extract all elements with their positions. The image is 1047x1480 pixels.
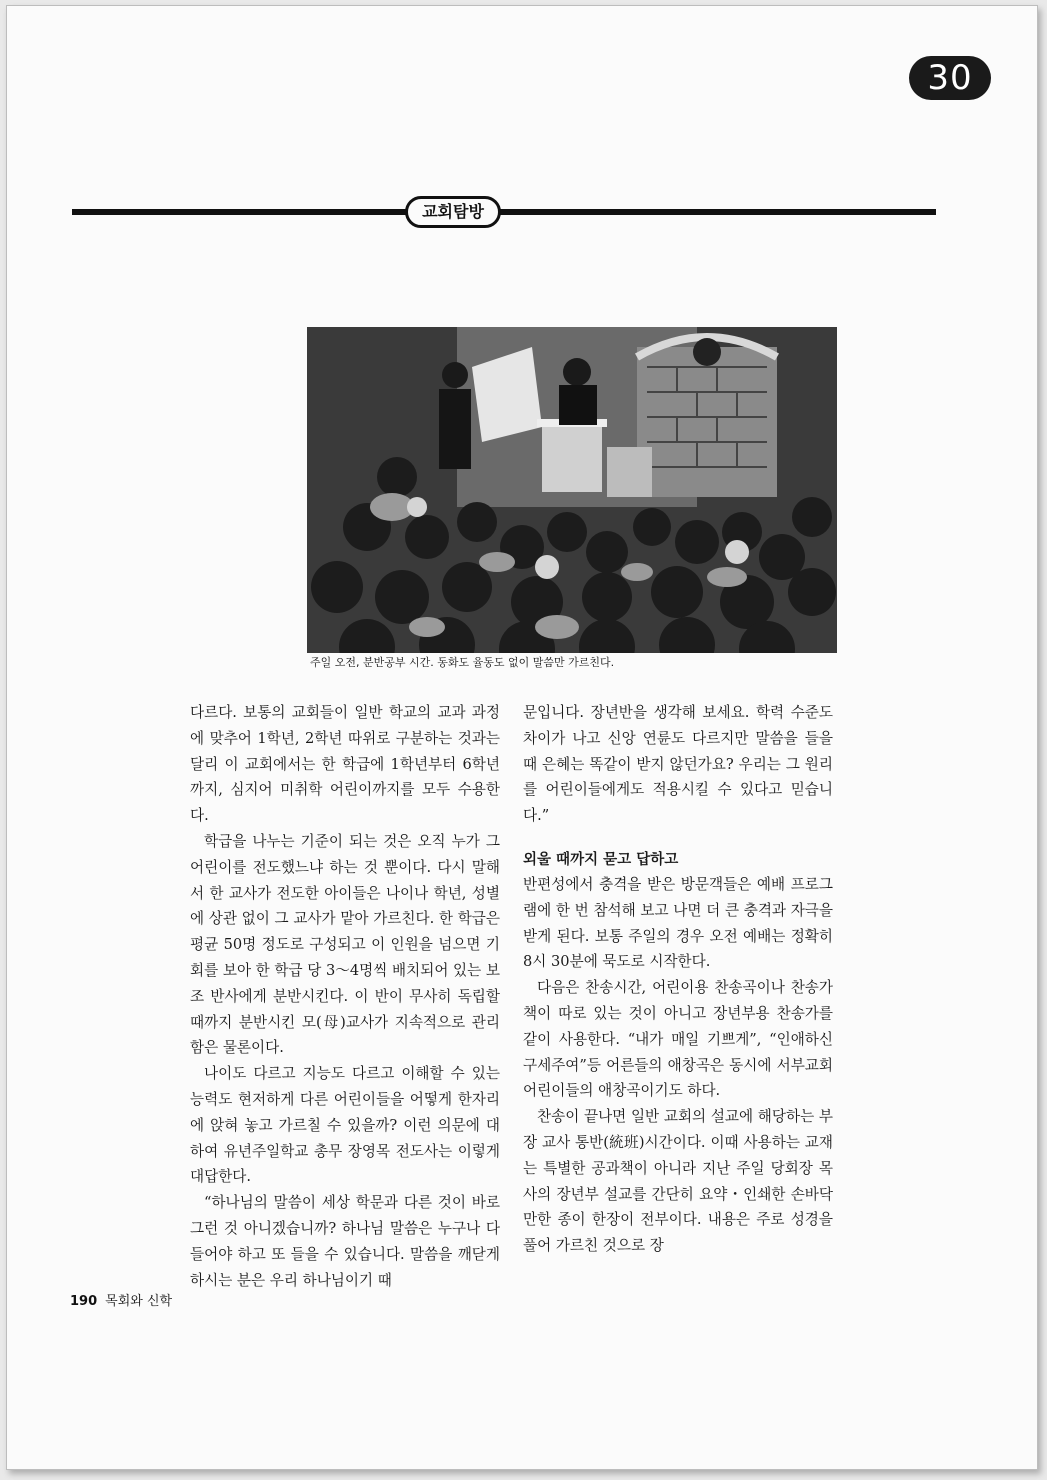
left-paragraph-3: 나이도 다르고 지능도 다르고 이해할 수 있는 능력도 현저하게 다른 어린이들을 어떻게 한자리에 앉혀 놓고 가르칠 수 있을까? 이런 의문에 대하여 유년주일학교 총무 장영목 전도사는 이렇게 대답한다. [190,1065,500,1186]
left-paragraph-1: 다르다. 보통의 교회들이 일반 학교의 교과 과정에 맞추어 1학년, 2학년 따위로 구분하는 것과는 달리 이 교회에서는 한 학급에 1학년부터 6학년까지, 심지어 미취학 어린이까지를 모두 수용한다. [190,704,500,825]
photo-caption: 주일 오전, 분반공부 시간. 동화도 율동도 없이 말씀만 가르친다. [310,656,615,669]
right-paragraph-3: 다음은 찬송시간, 어린이용 찬송곡이나 찬송가책이 따로 있는 것이 아니고 장년부용 찬송가를 같이 사용한다. “내가 매일 기쁘게”, “인애하신 구세주여”등 어른들의 애창곡은 동시에 서부교회 어린이들의 애창곡이기도 하다. [523,979,833,1100]
right-paragraph-2: 반편성에서 충격을 받은 방문객들은 예배 프로그램에 한 번 참석해 보고 나면 더 큰 충격과 자극을 받게 된다. 보통 주일의 경우 오전 예배는 정확히 8시 30분에 묵도로 시작한다. [523,875,833,971]
section-rule [72,209,936,215]
left-text-column [190,700,500,1293]
section-subheading: 외울 때까지 묻고 답하고 [523,851,679,868]
right-paragraph-1: 문입니다. 장년반을 생각해 보세요. 학력 수준도 차이가 나고 신앙 연륜도 다르지만 말씀을 들을 때 은혜는 똑같이 받지 않던가요? 우리는 그 원리를 어린이들에게도 적용시킬 수 있다고 믿습니다.” [523,704,833,825]
church-photo-image [307,327,837,653]
right-paragraph-4: 찬송이 끝나면 일반 교회의 설교에 해당하는 부장 교사 통반(統班)시간이다. 이때 사용하는 교재는 특별한 공과책이 아니라 지난 주일 당회장 목사의 장년부 설교를 간단히 요약・인쇄한 손바닥만한 종이 한장이 전부이다. 내용은 주로 성경을 풀어 가르친 것으로 장 [523,1108,833,1255]
left-paragraph-2: 학급을 나누는 기준이 되는 것은 오직 누가 그 어린이를 전도했느냐 하는 것 뿐이다. 다시 말해서 한 교사가 전도한 아이들은 나이나 학년, 성별에 상관 없이 그 교사가 맡아 가르친다. 한 학급은 평균 50명 정도로 구성되고 이 인원을 넘으면 기회를 보아 한 학급 당 3～4명씩 배치되어 있는 보조 반사에게 분반시킨다. 이 반이 무사히 독립할 때까지 분반시킨 모(母)교사가 지속적으로 관리함은 물론이다. [190,832,500,1057]
church-photo [307,327,837,653]
page-footer [70,1290,172,1309]
page-number-badge-text: 30 [927,58,973,98]
right-text-column [523,700,833,1259]
left-paragraph-4: “하나님의 말씀이 세상 학문과 다른 것이 바로 그런 것 아니겠습니까? 하나님 말씀은 누구나 다 들어야 하고 또 들을 수 있습니다. 말씀을 깨닫게 하시는 분은 우리 하나님이기 때 [190,1194,500,1289]
footer-page-number: 190 [70,1294,98,1309]
section-tag: 교회탐방 [405,196,501,228]
footer-magazine-title: 목회와 신학 [105,1294,173,1309]
page-number-badge [909,56,991,100]
page-sheet [6,5,1038,1470]
